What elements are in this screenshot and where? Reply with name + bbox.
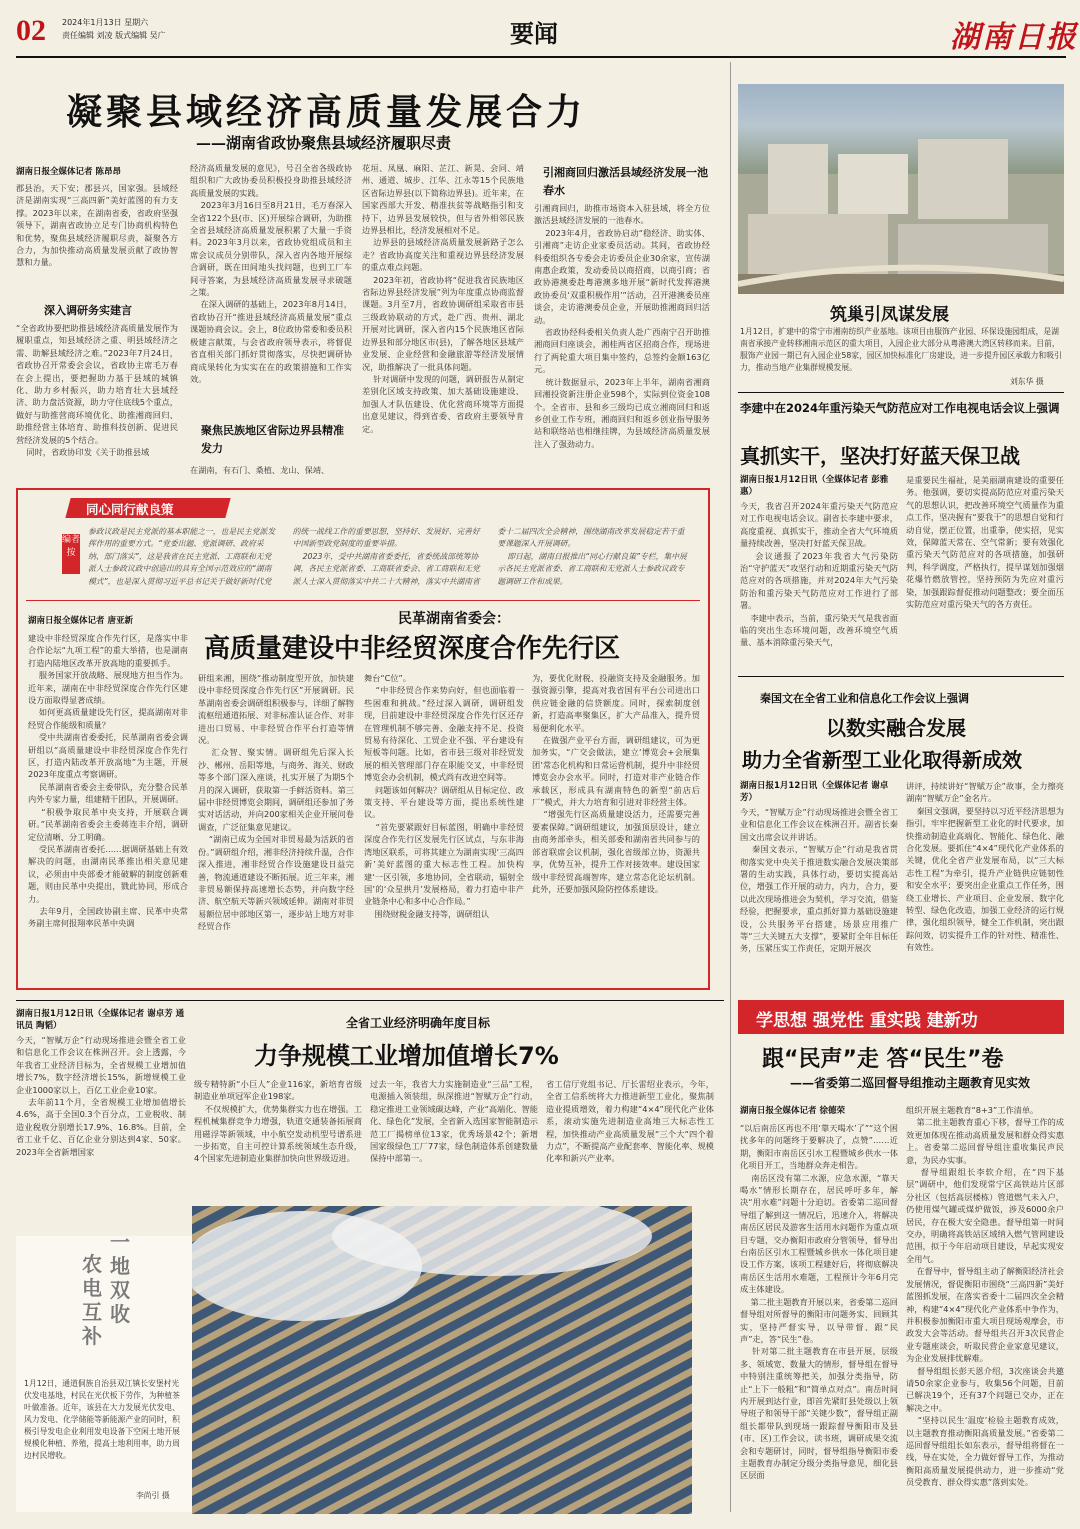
lead-byline: 湖南日报全媒体记者 陈昂昂 xyxy=(16,167,121,177)
section-title: 要闻 xyxy=(510,19,558,48)
lead-col4: 引湘商回归，助推市场资本入驻县域，将全方位激活县域经济发展的一池春水。 2023年4月，省政协启动“稳经济、助实体、引湘商”走访企业家委员活动。其间，省政协经科委组织各专委会走访委员企业30余家，宣传湖南惠企政策，发动委员以商招商，以商引商；省政协港澳委赴粤港澳多地开展“新时代发挥港澳政协委员‘双重积极作用’”活动，召开港澳委员座谈会，走访港澳委员企业，开展助推湘商回归活动。 省政协经科委相关负责人赴广西南宁召开助推湘商回归座谈会，湘桂两省区招商合作，现场进行了两轮重大项目集中签约，总签约金额163亿元。 统计数据显示，2023年上半年，湖南省湘商回湘投资新注册企业598个，实际到位资金108个。全省市、县和乡三级均已成立湘商回归和返乡创业工作专班，湘商回归和返乡创业指导服务站和联络站也相继挂牌，为县域经济高质量发展注入了强劲动力。 xyxy=(534,203,710,449)
masthead-rule xyxy=(16,56,1066,58)
lead-col3: 花垣、凤凰、麻阳、芷江、新晃、会同、靖州、通道、城步、江华、江永等15个民族地区省际边界县(以下简称边界县)。近年来，在国家西部大开发、精准扶贫等战略指引和支持下，边界县发展较快，但与省外相邻民族边界县相比，经济发展相对不足。 边界县的县域经济高质量发展新路子怎么走？省政协高度关注和重视边界县经济发展的重点难点问题。 2023年初，省政协将“促进我省民族地区省际边界县经济发展”列为年度重点协商监督课题。3月至7月，省政协调研组采取省市县三级政协联动的方式，赴广西、贵州、湖北开展对比调研，深入省内15个民族地区省际边界县和部分地区市(县)，了解各地区县域产业发展、企业经营和金融旅游等经济发展情况，助推解决了一批具体问题。 针对调研中发现的问题，调研报告从制定差别化区域支持政策、加大基础设施建设、加强人才队伍建设、优化营商环境等方面提出意见建议，得到省委、省政府主要领导肯定。 xyxy=(362,163,524,434)
qin-title-1: 以数实融合发展 xyxy=(826,716,966,740)
lead-col2: 经济高质量发展的意见》，号召全省各级政协组织和广大政协委员积极投身助推县域经济高质量发展的实践。 2023年3月16日至8月21日，毛万春深入全省122个县(市、区)开展综合调研，为助推全省县域经济高质量发展积累了大量一手资料。2023年3月以来，省政协党组成员和主席会议成员分别带队，深入省内各地开展综合调研，既在田间地头找问题，也到工厂车间寻答案，为县域经济高质量发展寻求破题之策。 在深入调研的基础上，2023年8月14日，省政协召开“推进县域经济高质量发展”重点课题协商会议。会上，8位政协常委和委员积极建言献策，与会省政府领导表示，将督促省直相关部门抓好贯彻落实，尽快把调研协商成果转化为实实在在的政策措施和工作实效。 xyxy=(190,163,352,384)
issue-date: 2024年1月13日 星期六 xyxy=(62,18,149,27)
sidebar-col2: 是重要民生福祉，是美丽湖南建设的重要任务。他强调，要切实提高防范应对重污染天气的思想认识，把改善环境空气质量作为重点工作，坚决握有“要我干”的思想自觉和行动自觉，摆正位置，出重拳，使实招，见实效，保障蓝天常在、空气常新；要有效强化重污染天气防范应对的各项措施，加强研判，科学调度，严格执行，提早谋划加强烟花爆竹燃放管控，坚持预防为先应对重污染，加强跟踪督促推动问题整改；要全面压实防范应对重污染天气的各方责任。 xyxy=(906,475,1064,610)
theme-subtitle: ——省委第二巡回督导组推动主题教育见实效 xyxy=(790,1076,1031,1090)
lead-subtitle: ——湖南省政协聚焦县域经济履职尽责 xyxy=(196,134,452,152)
photo1-caption: 1月12日，扩建中的常宁市湘南纺织产业基地。该项目由服饰产业园、环保设施园组成，是湖南省承接产业转移湘南示范区的重大项目，入园企业大部分从粤港澳大湾区转移而来。目前，服饰产业园一期已有入园企业58家，园区加快标准化厂房建设，进一步提升园区承载力和吸引力，推动当地产业集群规模发展。 xyxy=(740,327,1062,372)
photo-construction xyxy=(738,84,1064,294)
lead-col1b: “全省政协要把助推县域经济高质量发展作为履职重点，知县域经济之重、明县域经济之需、助解县域经济之难。”2023年7月24日，省政协召开常委会会议，省政协主席毛万春在会上提出，要把握助力基于县域的城镇化、助力乡村振兴，助力培育壮大县域经济、助力盘活资源，助力守住底线5个重点，做好与助推营商环境优化、助推湘商回归、助推经营主体培育、助推科技创新、促进民营经济发展的5个结合。 同时，省政协印发《关于助推县域 xyxy=(16,323,178,458)
industry-title: 力争规模工业增加值增长7% xyxy=(254,1042,559,1070)
paper-logo: 湖南日报 xyxy=(950,20,1078,55)
lead-heading-2: 聚焦民族地区省际边界县精准发力 xyxy=(201,424,344,455)
qin-title-2: 助力全省新型工业化取得新成效 xyxy=(742,748,1022,772)
photo2-caption: 1月12日，通道侗族自治县双江镇长安堡村光伏发电基地，村民在光伏板下劳作，为种植茶叶做准备。近年，该县在大力发展光伏发电、风力发电、化学储能等新能源产业的同时，积极引导发电企业利用发电设备下空闲土地开展规模化种植、养殖，提高土地利用率，助力周边村民增收。 xyxy=(24,1379,180,1460)
lead-article xyxy=(16,62,724,482)
feature-rule xyxy=(26,600,700,601)
feature-note-label: 编者按 xyxy=(62,534,80,574)
lead-col2b: 在湖南，有石门、桑植、龙山、保靖、 xyxy=(190,465,330,475)
sidebar-title: 真抓实干，坚决打好蓝天保卫战 xyxy=(740,444,1020,468)
feature-col1: 建设中非经贸深度合作先行区，是落实中非合作论坛“九项工程”的重大举措，也是湖南打造内陆地区改革开放高地的重要抓手。 服务国家开放战略、展现地方担当作为。近年来，湖南在中非经贸深度合作先行区建设方面取得显著成绩。 如何更高质量建设先行区，提高湖南对非经贸合作能级和质量？ 受中共湖南省委委托，民革湖南省委会调研组以“高质量建设中非经贸深度合作先行区，打造内陆改革开放高地”为主题，开展2023年度重点考察调研。 民革湖南省委会主委带队，充分整合民革内外专家力量，组建精干团队，开展调研。 “积极争取民革中央支持，开展联合调研。”民革湖南省委会主委蒋连丰介绍，调研定位清晰、分工明确。 受民革湖南省委托……据调研基础上有效解决的问题，由湖南民革推出相关意见建议，必须由中央部委才能破解的制度创新难题，则由民革中央提出，戮此协同，形成合力。 去年9月，全国政协副主席、民革中央常务副主席何报翔率民革中央调 xyxy=(28,633,188,929)
lead-col1: 郡县治，天下安；郡县兴，国家强。县域经济是湖南实现“三高四新”美好蓝图的有力支撑。2023年以来，在湖南省委，省政府坚强领导下，湖南省政协立足专门协商机构特色和优势，聚焦县域经济履职尽责，凝聚各方合力，为加快推动高质量发展贡献了政协智慧和力量。 xyxy=(16,183,178,268)
theme-col1: “以后南岳区再也不用‘靠天喝水’了”“这个困扰多年的问题终于要解决了，点赞”……近期，衡阳市南岳区引水工程暨城乡供水一体化项目开工，当地群众奔走相告。 南岳区没有第二水源，应急水源，“靠天喝水”情形长期存在，居民呼吁多年，解决“用水难”问题十分迫切。省委第二巡回督导组了解到这一情况后，迅速介入，将解决南岳区居民及游客生活用水问题作为重点项目专题，交办衡阳市政府分管领导，督导出台南岳区引水工程暨城乡供水一体化项目建设工作方案，该项工程建好后，将彻底解决南岳区生活用水难题，工程预计今年6月完成主体建设。 第二批主题教育开展以来，省委第二巡回督导组对所督导的衡阳市问题务实、回顾其实，坚持严督实导，以导带督、跟“民声”走，答“民生”卷。 针对第二批主题教育在市县开展，层级多、领域宽、数量大的情形，督导组在督导中特别注重统筹把关，加强分类指导，防止“上下一般粗”和“简单点对点”。南岳时间内开展到达行业，即首先紧盯县处级以上领导班子和领导干部“关键少数”，督导组正副组长都带队到现场一跟踪督导衡阳市及县(市、区)工作会议，读书班，调研成果交流会和专题研讨，同时，督导组指导衡阳市委主题教育办制定分级分类指导意见，细化县区层面 xyxy=(740,1123,898,1481)
rule-industry xyxy=(16,1000,724,1001)
feature-box xyxy=(16,488,710,990)
theme-title: 跟“民声”走 答“民生”卷 xyxy=(762,1047,1004,1072)
industry-col4: 省工信厅党组书记、厅长雷绍业表示，今年，全省工信系统将大力推进新型工业化，聚焦制造业提质增效，着力构建“4×4”现代化产业体系，滚动实施先进制造业高地三大标志性工程，加快推动产业高质量发展“三个大“四个着力点”，不断提高产业配套率、智能化率、规模化率和新兴产业率。 xyxy=(546,1079,714,1164)
rule-sidebar-2 xyxy=(738,676,1064,677)
photo2-credit: 李尚引 摄 xyxy=(136,1491,170,1500)
qin-kicker: 秦国文在全省工业和信息化工作会议上强调 xyxy=(760,692,969,705)
qin-col2: 讲评，持续讲好“智赋万企”故事，全力擦亮湖南“智赋万企”金名片。 秦国文强调，要坚持以习近平经济思想为指引，牢牢把握新型工业化的时代要求，加快推动制造业高端化、智能化、绿色化、融合化发展。要抓住“4×4”现代化产业体系的关键，优化全省产业发展布局，以“三大标志性工程”为牵引，提升产业链供应链韧性和安全水平；要突出企业重点工作任务，围绕工业增长、产业项目、企业发展、数字化转型、绿色化改造，加强工业经济的运行规律，强化组织领导，健全工作机制，突出跟踪问效，切实提升工作的针对性、精准性、有效性。 xyxy=(906,781,1064,953)
theme-col2: 组织开展主题教育“8+3”工作清单。 第二批主题教育重心下移，督导工作的成效更加体现在推动高质量发展和群众得实惠上。省委第二巡回督导组注重收集民声民意，为民办实事。 督导组跟组长李软介绍，在“四下基层”调研中，他们发现常宁区高铁站片区部分社区（包括高层楼栋）管道燃气未入户，仍使用煤气罐或煤炉做饭，涉及6000余户居民，存在极大安全隐患。督导组第一时间交办，明确将高铁站区域纳入燃气管网建设范围，拟于今年启动项目建设，早起实现安全用气。 在督导中，督导组主动了解衡阳经济社会发展情况，督促衡阳市围绕“三高四新”美好蓝图抓发展，在落实省委十二届四次全会精神，构建“4×4”现代化产业体系中争作为，并积极参加衡阳市重大项目现场观摩会，市政发大会等活动。督导组共召开3次民营企业专题座谈会，听取民营企业家意见建议，为企业发展排忧解难。 督导组组长彭天恩介绍，3次座谈会共邀请50余家企业参与，收集56个问题，目前已解决19个，还有37个问题已交办，正在解决之中。 “坚持以民生‘温度’检验主题教育成效，以主题教育推动衡阳高质量发展。”省委第二巡回督导组组长如东表示，督导组将督在一线，导在实处，全力做好督导工作，为推动衡阳高质量发展提供动力，进一步推动“党员受教育、群众得实惠”落到实处。 xyxy=(906,1105,1064,1488)
industry-kicker: 全省工业经济明确年度目标 xyxy=(346,1016,491,1030)
construction-photo-image xyxy=(738,84,1064,294)
editors-line: 责任编辑 刘凌 版式编辑 吴广 xyxy=(62,31,166,40)
page-number: 02 xyxy=(16,14,46,47)
sidebar-col1: 今天，我省召开2024年重污染天气防范应对工作电视电话会议。副省长李建中要求，高度重视、真抓实干，推动全省大气环境质量持续改善，坚决打好蓝天保卫战。 会议通报了2023年我省大气污染防治“守护蓝天”攻坚行动和近期重污染天气防范应对的各项措施，并对2024年大气污染防治和重污染天气防范应对工作进行了部署。 李建中表示，当前，重污染天气是我省面临的突出生态环境问题，改善环境空气质量、基本消除重污染天气， xyxy=(740,501,898,648)
lead-heading-3: 引湘商回归激活县域经济发展一池春水 xyxy=(543,166,708,197)
feature-title: 高质量建设中非经贸深度合作先行区 xyxy=(204,634,621,664)
feature-kicker: 民革湖南省委会： xyxy=(398,611,510,627)
feature-col2: 研组来湘，围绕“推动制度型开放，加快建设中非经贸深度合作先行区”开展调研。民革湖南省委会调研组积极参与，详细了解物流枢纽通道拓展、对非标准认证合作、对非进出口贸易、中非经贸合作平台打造等情况。 汇众智、聚实情。调研组先后深入长沙、郴州、岳阳等地，与商务、海关、财政等多个部门深入座谈，扎实开展了为期5个月的深入调研，获取第一手鲜活资料。第三届中非经贸博览会期间，调研组还参加了务实对话活动，并向200家相关企业开展问卷调查，广泛征集意见建议。 “湖南已成为全国对非贸易最为活跃的省份。”调研组介绍，湘非经济持续升温，合作深入推进，湘非经贸合作设施建设日益完善，物流通道建设不断拓展。近三年来，湘非贸易额保持高速增长态势，并向数字经济、航空航天等新兴领域延伸。湖南对非贸易额位居中部地区第一，逐步站上地方对非经贸合作 xyxy=(198,673,354,932)
photo1-title: 筑巢引凤谋发展 xyxy=(830,305,949,325)
column-rule-right xyxy=(730,62,731,1512)
solar-photo-image xyxy=(192,1206,692,1514)
theme-banner-text: 学思想 强党性 重实践 建新功 xyxy=(756,1011,978,1031)
industry-col3: 过去一年，我省大力实施制造业“三品”工程，电源插入领装组，纵深推进“智赋万企”行动，稳定推进工业领域碳达峰，产业“高端化、智能化、绿色化”发展，全省新入选国家智能制造示范工厂揭榜单位13家，优秀场景42个；新增国家级绿色工厂77家，绿色制造体系创建数量保持中部第一。 xyxy=(370,1079,538,1164)
feature-col3: 舞台“C位”。 “中非经贸合作来势向好，但也面临着一些困难和挑战。”经过深入调研，调研组发现，目前建设中非经贸深度合作先行区还存在管理机制不够完善、金融支持不足、投资贸易有待深化、工贸企业不强、平台建设有短板等问题。比如，省市县三级对非经贸发展的相关管理部门存在职能交叉，中非经贸博览会办会机制，模式尚有改进空间等。 问题该如何解决？调研组从目标定位、政策支持、平台建设等方面，提出系统性建议。 “首先要紧跟好目标蓝图，明确中非经贸深度合作先行区发展先行区试点，与东非海湾地区联系，可将其建立为湖南实现‘三高四新’美好蓝图的重大标志性工程。加快构建‘一区引领，多地协同，全省联动，辐射全国’的‘众星拱月’发展格局，着力打造中非产业链条中心和多中心合作局。” 围绕财税金融支持等，调研组认 xyxy=(364,673,524,919)
feature-byline: 湖南日报全媒体记者 唐亚新 xyxy=(28,616,133,626)
industry-byline: 湖南日报1月12日讯（全媒体记者 谢卓芳 通讯员 陶韬） xyxy=(16,1009,185,1031)
qin-col1: 今天，“智赋万企”行动现场推进会暨全省工业和信息化工作会议在株洲召开。副省长秦国文出席会议并讲话。 秦国文表示，“智赋万企”行动是我省贯彻落实党中央关于推进数实融合发展决策部署的生动实践，具体行动，要切实提高站位，增强工作开展的动力，内力，合力，要以此次现场推进会为契机，学习交流，借鉴经验，把握要求，重点抓好算力基础设施建设，公共服务平台搭建，场景应用推广等“三大关键五大支撑”，要紧盯全年目标任务，压紧压实工作责任，定期开展次 xyxy=(740,807,898,954)
feature-tag-label: 同心同行献良策 xyxy=(86,502,174,517)
industry-intro: 今天，“智赋万企”行动现场推进会暨全省工业和信息化工作会议在株洲召开。会上透露，今年我省工业经济目标为，全省规模工业增加值增长7%，数字经济增长15%，新增规模工业企业1000家以上，百亿工业企业10家。 去年前11个月，全省规模工业增加值增长4.6%，高于全国0.3个百分点，工业税收、制造业税收分别增长17.9%、16.8%。目前，全省工业千亿、百亿企业分别达到4家、50家。2023年全省新增国家 xyxy=(16,1035,186,1157)
solar-photo xyxy=(192,1206,692,1514)
lead-title: 凝聚县域经济高质量发展合力 xyxy=(66,92,587,133)
photo2-title-right: 一地双收 xyxy=(110,1230,130,1326)
sidebar-kicker: 李建中在2024年重污染天气防范应对工作电视电话会议上强调 xyxy=(740,401,1060,415)
photo1-credit: 刘东华 摄 xyxy=(1010,377,1044,386)
sidebar-byline: 湖南日报1月12日讯（全媒体记者 彭雅惠） xyxy=(740,475,889,497)
feature-col4: 为，要优化财税、投融资支持及金融服务。加强资源引擎，提高对我省国有平台公司进出口供应链金融的信贷额度。同时，探索制度创新，打造高率聚集区，扩大产品准入，提升贸易便利化水平。 在做强产业平台方面，调研组建议，可为更加务实，“广交会做法，建立‘博览会+会展集团’常态化机构和日常运营机制，提升中非经贸博览会办会水平。同时，打造对非产业链合作承载区，形成具有湖南特色的新型“前店后厂”模式，并大力培育和引进对非经营主体。 “增强先行区高质量建设活力，还需要完善要素保障。”调研组建议，加强顶层设计，建立由商务部牵头，相关部委和湖南省共同参与的部省联席会议机制，强化省级部立协，资源共享，优势互补，提升工作对接效率。建设国家级中非经贸高端智库，建立常态化论坛机制。此外，还要加强风险防控体系建设。 xyxy=(532,673,700,894)
feature-note: 参政议政是民主党派的基本职能之一，也是民主党派发挥作用的重要方式。“党委出题、党派调研、政府采纳、部门落实”，这是我省在民主党派、工商联和无党派人士参政议政中创造出的具有全国示范效应的“湖南模式”，也是深入贯彻习近平总书记关于做好新时代党的统一战线工作的重要思想，坚持好、发展好、完善好中国新型政党制度的重要举措。 2023年，受中共湖南省委委托，省委统战部统筹协调，各民主党派省委、工商联省委会、省工商联和无党派人士深入贯彻落实中共二十大精神，落实中共湖南省委十二届四次全会精神，围绕湖南改革发展稳定若干重要课题深入开展调研。 即日起，湖南日报推出“同心行献良策”专栏，集中展示各民主党派省委、省工商联和无党派人士参政议政专题调研工作和成果。 xyxy=(88,527,687,586)
photo2-title-left: 农电互补 xyxy=(82,1252,102,1348)
theme-byline: 湖南日报全媒体记者 徐德荣 xyxy=(740,1106,845,1116)
masthead xyxy=(0,0,1080,58)
industry-col2: 级专精特新“小巨人”企业116家，新培育省级制造业单项冠军企业198家。 不仅规模扩大，优势集群实力也在增强。工程机械集群竞争力增强，轨道交通装备拓展商用磁浮等新领域，中小航空发动机型号谱系进一步拓宽，自主可控计算系统领域生态升级，4个国家先进制造业集群加快向世界级迈进。 xyxy=(194,1079,362,1164)
qin-byline: 湖南日报1月12日讯（全媒体记者 谢卓芳） xyxy=(740,781,889,803)
lead-heading-1: 深入调研务实建言 xyxy=(44,304,132,317)
rule-sidebar-1 xyxy=(738,392,1064,393)
